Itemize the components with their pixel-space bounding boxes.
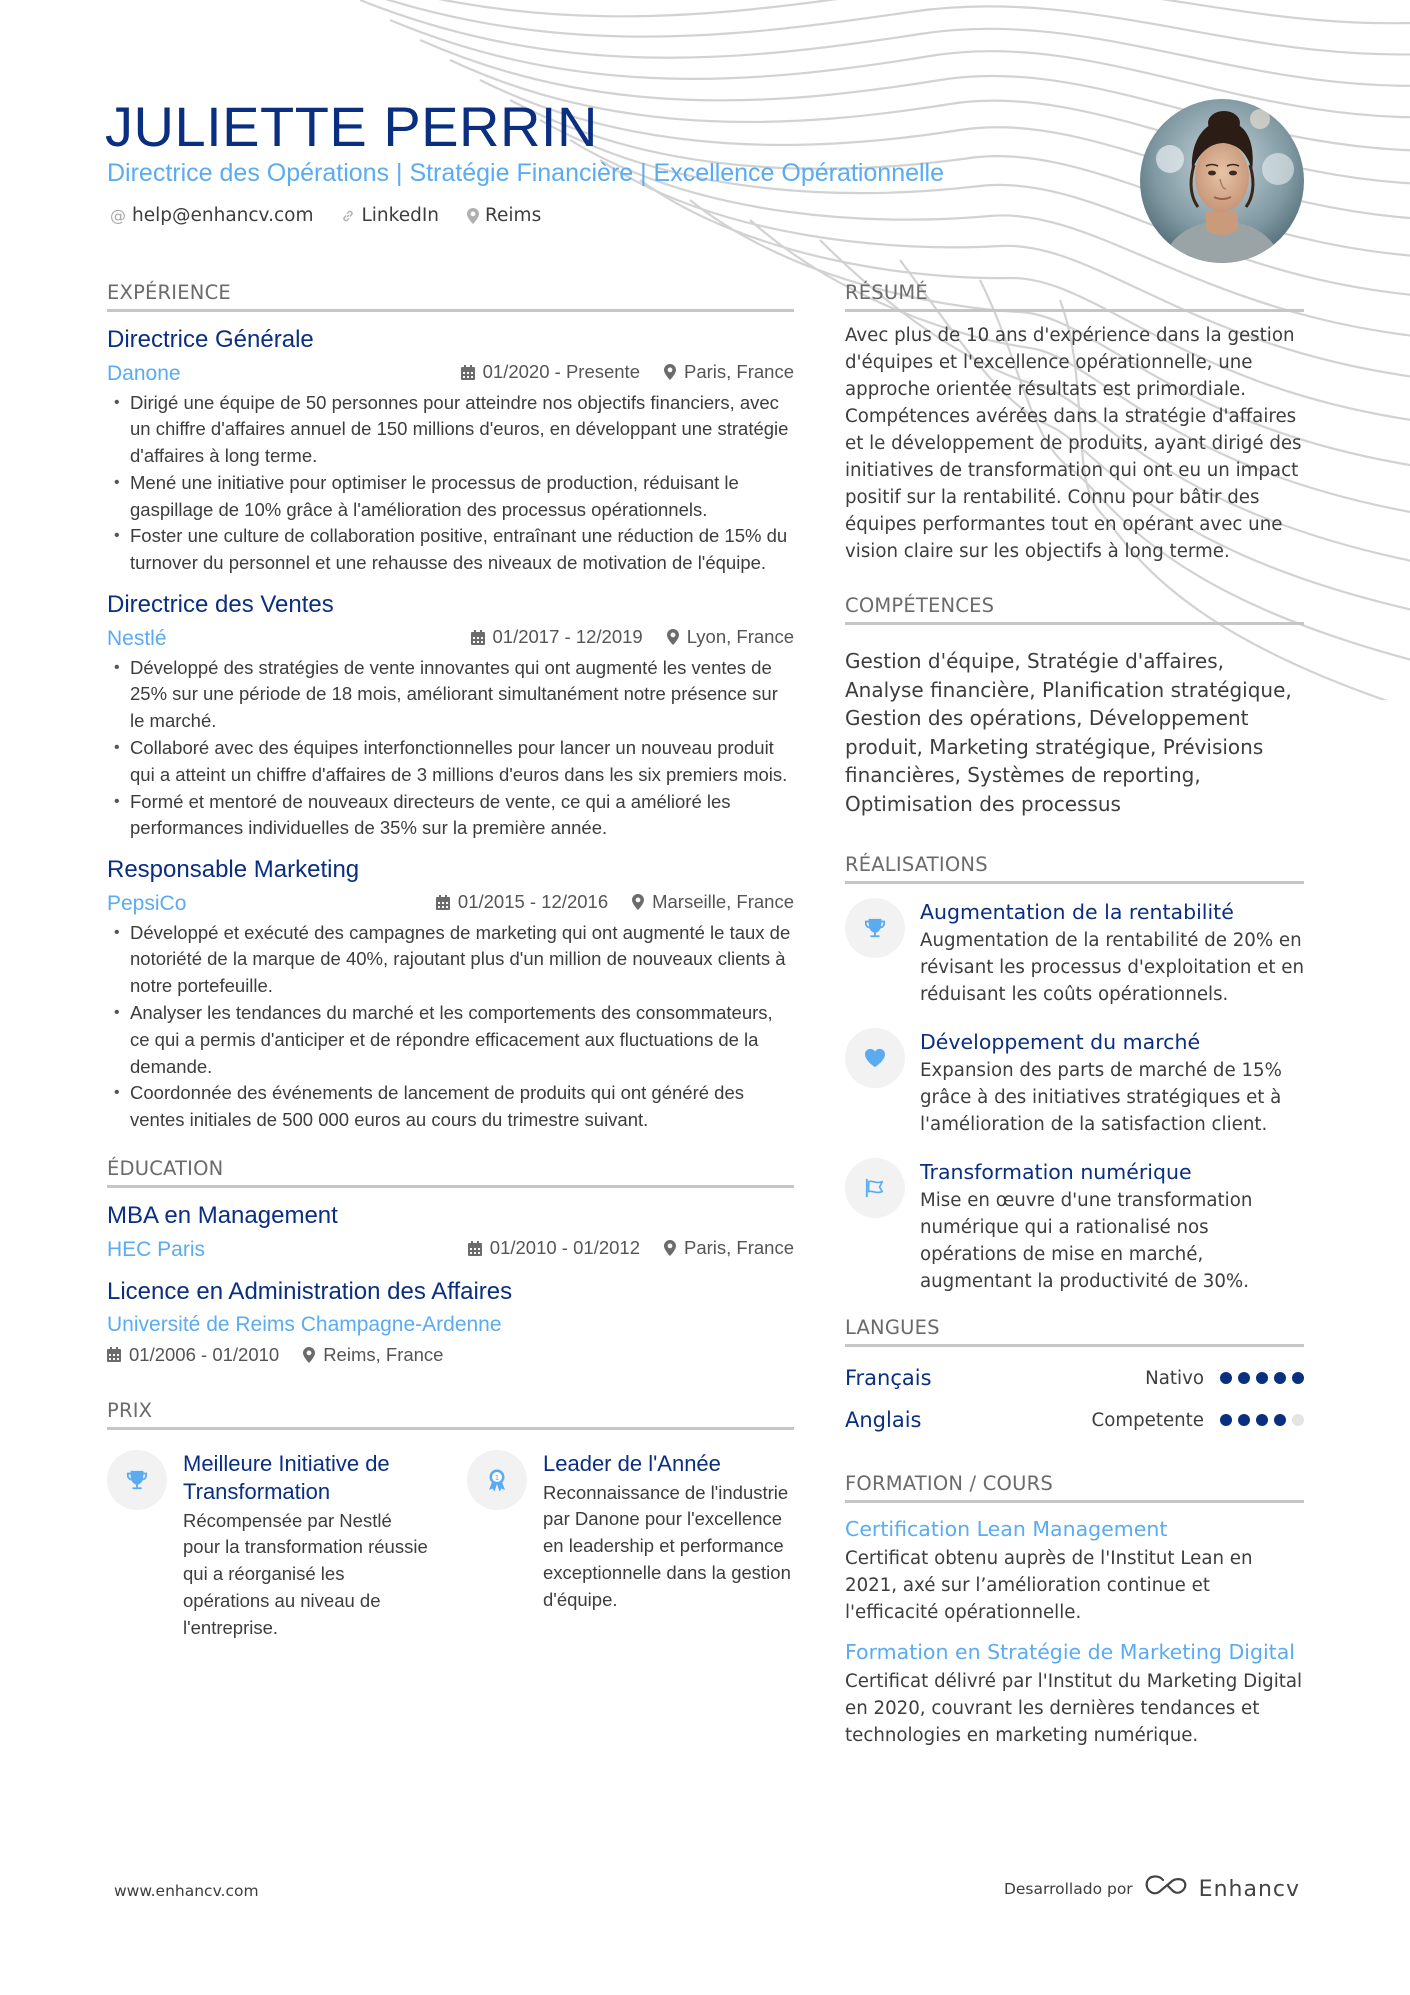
- contact-list: [110, 203, 541, 229]
- calendar-icon: [107, 1347, 121, 1362]
- achievement-body: [920, 898, 1304, 1008]
- job-location-label: Marseille, France: [652, 891, 794, 913]
- section-title-education: ÉDUCATION: [107, 1156, 794, 1188]
- achievement-title: Transformation numérique: [920, 1160, 1192, 1184]
- education-dates-label: 01/2006 - 01/2010: [129, 1343, 280, 1365]
- awards-section: [107, 1398, 794, 1642]
- rating-dot-filled: [1274, 1372, 1286, 1384]
- languages-section: [845, 1315, 1304, 1441]
- contact-email[interactable]: [110, 203, 313, 229]
- job-dates-label: 01/2015 - 12/2016: [457, 891, 609, 913]
- rating-dot-empty: [1292, 1414, 1304, 1426]
- section-title-awards: PRIX: [107, 1398, 794, 1430]
- award-body: [543, 1450, 793, 1642]
- language-proficiency: [1092, 1410, 1304, 1431]
- section-title-courses: FORMATION / COURS: [845, 1471, 1304, 1503]
- job-location-label: Lyon, France: [686, 626, 794, 648]
- location-pin-icon: [467, 208, 479, 224]
- education-section: [107, 1156, 794, 1368]
- rating-dot-filled: [1292, 1372, 1304, 1384]
- award-description: Récompensée par Nestlé pour la transformation réussie qui a réorganisé les opérations au niveau de l'entreprise.: [183, 1509, 428, 1638]
- job-dates-label: 01/2017 - 12/2019: [492, 626, 643, 648]
- company-name[interactable]: Nestlé: [107, 626, 167, 650]
- profile-photo: [1140, 99, 1304, 263]
- link-icon: [341, 209, 355, 223]
- rating-dot-filled: [1274, 1414, 1286, 1426]
- location-pin-icon: [632, 894, 644, 910]
- job-bullet: • Dirigé une équipe de 50 personnes pour atteindre nos objectifs financiers, avec un chiffre d'affaires annuel de 150 millions d'euros, en développant une stratégie d'affaires à long terme.: [107, 390, 794, 470]
- education-dates: [107, 1342, 279, 1368]
- language-item: [845, 1357, 1304, 1399]
- trophy-icon: [107, 1450, 167, 1510]
- job-bullet: • Développé des stratégies de vente innovantes qui ont augmenté les ventes de 25% sur une période de 18 mois, améliorant simultanément notre présence sur le marché.: [107, 655, 794, 735]
- course-item: [845, 1638, 1304, 1749]
- location-pin-icon: [667, 629, 679, 645]
- enhancv-logo-icon: [1143, 1874, 1189, 1904]
- job-meta: [107, 359, 794, 388]
- company-name[interactable]: Danone: [107, 361, 181, 385]
- languages-list: [845, 1357, 1304, 1441]
- rating-dot-filled: [1256, 1414, 1268, 1426]
- rating-dots: [1220, 1372, 1304, 1384]
- experience-entry: [107, 324, 794, 577]
- award-body: [183, 1450, 433, 1642]
- contact-location: [467, 203, 541, 229]
- achievement-description: Mise en œuvre d'une transformation numérique qui a rationalisé nos opérations de mise en marché, augmentant la productivité de 30%.: [920, 1190, 1253, 1292]
- degree-title: Licence en Administration des Affaires: [107, 1277, 513, 1305]
- course-title[interactable]: Certification Lean Management: [845, 1517, 1168, 1541]
- contact-linkedin-label: LinkedIn: [361, 205, 440, 226]
- job-dates-label: 01/2020 - Presente: [482, 361, 640, 382]
- job-location-label: Paris, France: [683, 361, 794, 382]
- school-name[interactable]: Université de Reims Champagne-Ardenne: [107, 1312, 502, 1336]
- language-level: Competente: [1091, 1409, 1204, 1431]
- award-item: [467, 1450, 794, 1642]
- school-name[interactable]: HEC Paris: [107, 1237, 206, 1261]
- summary-text: Avec plus de 10 ans d'expérience dans la gestion d'équipes et l'excellence opérationnelle, une approche orientée résultats est primordiale. Compétences avérées dans la stratégie d'affaires et le développement de produits, ayant dirigé des initiatives de transformation qui ont eu un impact positif sur la rentabilité. Connu pour bâtir des équipes performantes tout en opérant avec une vision claire sur les objectifs à long terme.: [845, 325, 1302, 562]
- rating-dot-filled: [1238, 1414, 1250, 1426]
- job-title: Directrice Générale: [107, 326, 314, 353]
- section-title-languages: LANGUES: [845, 1315, 1304, 1347]
- calendar-icon: [461, 365, 475, 380]
- location-pin-icon: [664, 364, 676, 380]
- job-meta-details: [471, 624, 794, 650]
- brand-name: Enhancv: [1198, 1876, 1300, 1902]
- calendar-icon: [471, 630, 485, 645]
- svg-text:1: 1: [494, 1473, 500, 1482]
- candidate-name: JULIETTE PERRIN: [105, 95, 598, 158]
- section-title-experience: EXPÉRIENCE: [107, 280, 794, 312]
- achievement-description: Expansion des parts de marché de 15% grâce à des initiatives stratégiques et à l'amélioration de la satisfaction client.: [920, 1060, 1282, 1135]
- job-title: Directrice des Ventes: [107, 591, 334, 619]
- language-item: [845, 1399, 1304, 1441]
- summary-section: [845, 280, 1304, 565]
- trophy-icon: [845, 898, 905, 958]
- job-bullet: • Foster une culture de collaboration positive, entraînant une réduction de 15% du turnover du personnel et une rehausse des niveaux de motivation de l'équipe.: [107, 523, 794, 577]
- education-location: [303, 1342, 443, 1368]
- at-icon: @: [110, 206, 126, 225]
- job-bullets: [107, 655, 794, 843]
- job-bullets: [107, 390, 794, 578]
- right-column: [845, 280, 1304, 1749]
- job-bullet: • Analyser les tendances du marché et les comportements des consommateurs, ce qui a permis d'anticiper et de répondre efficacement aux fluctuations de la demande.: [107, 1000, 794, 1080]
- job-meta: [107, 624, 794, 653]
- experience-entry: [107, 854, 794, 1134]
- achievement-body: [920, 1028, 1304, 1138]
- achievement-item: [845, 1158, 1304, 1295]
- section-title-achievements: RÉALISATIONS: [845, 852, 1304, 884]
- calendar-icon: [436, 895, 450, 910]
- job-location: [632, 889, 794, 915]
- job-bullet: • Formé et mentoré de nouveaux directeurs de vente, ce qui a amélioré les performances individuelles de 35% sur la première année.: [107, 789, 794, 843]
- medal-icon: [467, 1450, 527, 1510]
- course-description: Certificat délivré par l'Institut du Marketing Digital en 2020, couvrant les dernières tendances et technologies en marketing numérique.: [845, 1671, 1303, 1746]
- skills-section: [845, 593, 1304, 818]
- footer-website-link[interactable]: www.enhancv.com: [114, 1882, 259, 1900]
- job-location: [664, 359, 794, 385]
- achievement-body: [920, 1158, 1304, 1295]
- job-title: Responsable Marketing: [107, 856, 360, 884]
- job-bullet: • Collaboré avec des équipes interfonctionnelles pour lancer un nouveau produit qui a atteint un chiffre d'affaires de 3 millions d'euros dans les six premiers mois.: [107, 735, 794, 789]
- experience-entry: [107, 589, 794, 842]
- achievements-section: [845, 852, 1304, 1295]
- job-bullets: [107, 920, 794, 1134]
- education-entry: [107, 1200, 794, 1264]
- education-dates: [468, 1235, 640, 1261]
- location-pin-icon: [303, 1347, 315, 1363]
- rating-dot-filled: [1256, 1372, 1268, 1384]
- job-dates: [471, 624, 643, 650]
- degree-title: MBA en Management: [107, 1202, 338, 1230]
- powered-by-label: Desarrollado por: [1003, 1880, 1133, 1898]
- job-bullet: • Coordonnée des événements de lancement de produits qui ont généré des ventes initiales de 500 000 euros au cours du trimestre suivant.: [107, 1080, 794, 1134]
- job-dates: [461, 359, 640, 385]
- skills-text: Gestion d'équipe, Stratégie d'affaires, Analyse financière, Planification stratégique, Gestion des opérations, Développement produit, Marketing stratégique, Prévisions financières, Systèmes de reporting, Optimisation des processus: [845, 649, 1292, 816]
- job-meta-details: [461, 359, 794, 385]
- language-proficiency: [1145, 1368, 1304, 1389]
- education-location-label: Paris, France: [683, 1237, 794, 1259]
- job-bullet: • Mené une initiative pour optimiser le processus de production, réduisant le gaspillage de 10% grâce à l'amélioration des processus opérationnels.: [107, 470, 794, 524]
- achievements-list: [845, 898, 1304, 1295]
- job-meta-details: [436, 889, 794, 915]
- job-location: [667, 624, 794, 650]
- language-name: Anglais: [845, 1408, 922, 1432]
- achievement-title: Augmentation de la rentabilité: [920, 900, 1234, 924]
- education-location-label: Reims, France: [323, 1343, 444, 1365]
- flag-icon: [845, 1158, 905, 1218]
- education-meta: [107, 1235, 794, 1264]
- rating-dot-filled: [1220, 1414, 1232, 1426]
- achievement-title: Développement du marché: [920, 1030, 1201, 1054]
- rating-dot-filled: [1220, 1372, 1232, 1384]
- language-level: Nativo: [1145, 1367, 1204, 1389]
- location-pin-icon: [664, 1240, 676, 1256]
- calendar-icon: [468, 1241, 482, 1256]
- education-entry: [107, 1276, 794, 1368]
- job-meta: [107, 889, 794, 918]
- course-title[interactable]: Formation en Stratégie de Marketing Digital: [845, 1640, 1295, 1664]
- education-meta-details: [107, 1342, 794, 1368]
- course-item: [845, 1515, 1304, 1626]
- rating-dot-filled: [1238, 1372, 1250, 1384]
- contact-linkedin[interactable]: [341, 203, 439, 229]
- award-title: Meilleure Initiative de Transformation: [183, 1450, 390, 1504]
- language-name: Français: [845, 1366, 932, 1390]
- achievement-item: [845, 898, 1304, 1008]
- job-dates: [436, 889, 608, 915]
- left-column: [107, 280, 794, 1642]
- education-dates-label: 01/2010 - 01/2012: [489, 1237, 640, 1259]
- award-description: Reconnaissance de l'industrie par Danone pour l'excellence en leadership et performance exceptionnelle dans la gestion d'équipe.: [543, 1481, 791, 1610]
- courses-section: [845, 1471, 1304, 1749]
- contact-email-label: help@enhancv.com: [132, 205, 314, 226]
- course-description: Certificat obtenu auprès de l'Institut Lean en 2021, axé sur l’amélioration continue et l'efficacité opérationnelle.: [845, 1548, 1253, 1623]
- section-title-summary: RÉSUMÉ: [845, 280, 1304, 312]
- awards-list: [107, 1450, 794, 1642]
- education-meta-details: [468, 1235, 794, 1261]
- company-name[interactable]: PepsiCo: [107, 891, 187, 915]
- experience-section: [107, 280, 794, 1134]
- award-item: [107, 1450, 467, 1642]
- heart-icon: [845, 1028, 905, 1088]
- job-bullet: • Développé et exécuté des campagnes de marketing qui ont augmenté le taux de notoriété de la marque de 40%, rajoutant plus d'un million de nouveaux clients à notre portefeuille.: [107, 920, 794, 1000]
- contact-location-label: Reims: [485, 205, 542, 226]
- footer-branding[interactable]: [1004, 1874, 1300, 1904]
- rating-dots: [1220, 1414, 1304, 1426]
- award-title: Leader de l'Année: [543, 1450, 721, 1476]
- achievement-item: [845, 1028, 1304, 1138]
- candidate-headline: Directrice des Opérations | Stratégie Financière | Excellence Opérationnelle: [107, 159, 945, 187]
- education-location: [664, 1235, 794, 1261]
- section-title-skills: COMPÉTENCES: [845, 593, 1304, 625]
- achievement-description: Augmentation de la rentabilité de 20% en révisant les processus d'exploitation et en réduisant les coûts opérationnels.: [920, 930, 1304, 1005]
